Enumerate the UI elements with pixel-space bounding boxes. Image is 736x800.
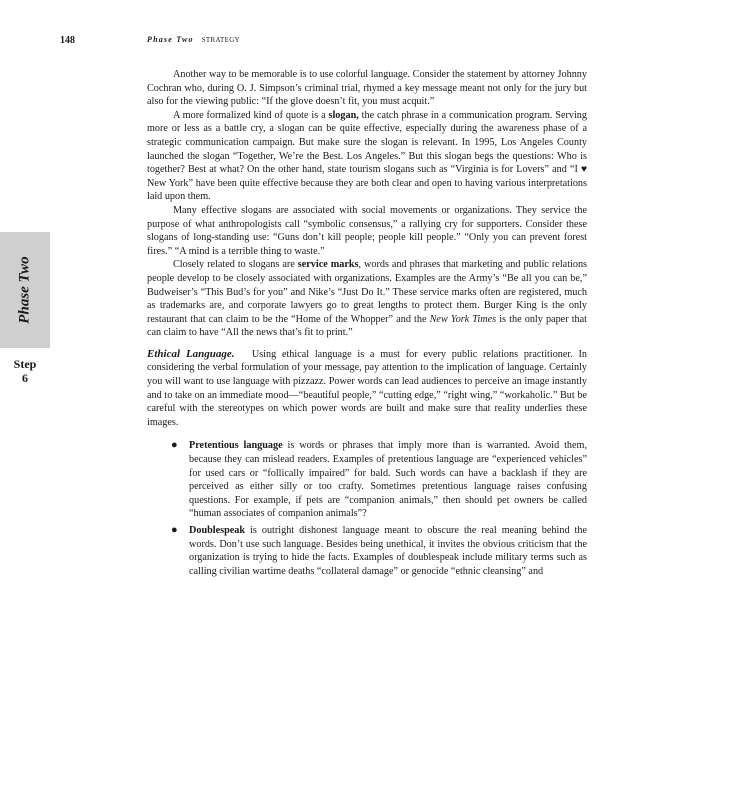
step-label bbox=[0, 357, 50, 385]
paragraph-service-marks-text-1: Closely related to slogans are bbox=[173, 259, 298, 271]
paragraph-ethical-language-text: Using ethical language is a must for every public relations practitioner. In considering the verbal formulation of your message, pay attention to the implication of language. Certainly you will want to use language with pizzazz. Power words can lead audiences to perceive an image instantly and to take on an immediate mood—“beautiful people,” “cutting edge,” “right wing,” “workaholic.” But be careful with the stereotypes on which power words are built and make sure that reality underlies these images. bbox=[147, 348, 588, 428]
term-pretentious-language: Pretentious language bbox=[189, 440, 283, 452]
paragraph-colorful-language: Another way to be memorable is to use colorful language. Consider the statement by attorney Johnny Cochran who, during O. J. Simpson’s criminal trial, rhymed a key message meant not only for the jury but also for the viewing public: “If the glove doesn’t fit, you must acquit.” bbox=[147, 69, 587, 108]
bullet-icon: ● bbox=[171, 439, 178, 452]
paragraph-social-slogans: Many effective slogans are associated with social movements or organizations. They service the purpose of what anthropologists call “symbolic consensus,” a rallying cry for supporters. Consider these slogans of long-standing use: “Guns don’t kill people; people kill people.” “Only you can prevent forest fires.” “A mind is a terrible thing to waste.” bbox=[147, 204, 587, 257]
running-head bbox=[147, 35, 240, 44]
running-head-section: STRATEGY bbox=[201, 36, 240, 44]
paragraph-ethical-language bbox=[147, 348, 587, 430]
paragraph-service-marks bbox=[147, 258, 587, 340]
paragraph-service-marks-text-2: , words and phrases that marketing and public relations people develop to be closely associated with organizations. Examples are the Army’s “Be all you can be,” Budweiser’s “This Bud’s for you” and Nike’s “Just Do It.” These service marks often are registered, much as trademarks are, and corporate lawyers go to great lengths to protect them. Burger King is the only restaurant that can claim to be the “Home of the Whopper” and the bbox=[147, 259, 588, 325]
running-head-part: Phase Two bbox=[147, 35, 194, 44]
subheading-ethical-language: Ethical Language. bbox=[147, 347, 235, 360]
term-doublespeak: Doublespeak bbox=[189, 525, 246, 536]
italic-new-york-times: New York Times bbox=[429, 313, 497, 325]
bullet-text: is words or phrases that imply more than is warranted. Avoid them, because they can mislead readers. Examples of pretentious language are “experienced vehicles” for used cars or “follically impaired” for bald. Such words can have a backlash if they are perceived as either silly or too crafty. Sometimes pretentious language raises confusing questions. For example, if pets are “companion animals,” then should pet owners be called “human associates of companion animals”? bbox=[189, 440, 588, 520]
paragraph-slogan-text-2: the catch phrase in a communication program. Serving more or less as a battle cry, a slogan can be quite effective, especially during the awareness phase of a strategic communication campaign. But make sure the slogan is relevant. In 1995, Los Angeles County launched the slogan “Together, We’re the Best. Los Angeles.” But this slogan begs the questions: Who is together? Best at what? On the other hand, state tourism slogans such as “Virginia is for Lovers” and “I bbox=[147, 109, 587, 176]
list-item bbox=[171, 439, 588, 521]
heart-icon: ♥ bbox=[580, 164, 587, 176]
paragraph-slogan-text-1: A more formalized kind of quote is a bbox=[173, 109, 329, 121]
page-number: 148 bbox=[60, 35, 75, 46]
step-word: Step bbox=[13, 357, 37, 371]
term-service-marks: service marks bbox=[297, 259, 359, 271]
phase-side-tab bbox=[0, 232, 50, 348]
page-body bbox=[147, 68, 587, 581]
paragraph-slogan-text-3: New York” have been quite effective because they are both clear and open to having various interpretations laid upon them. bbox=[147, 177, 587, 203]
bullet-icon: ● bbox=[171, 524, 178, 536]
list-item bbox=[171, 524, 587, 578]
paragraph-slogan bbox=[147, 109, 587, 204]
phase-side-tab-label: Phase Two bbox=[16, 256, 33, 324]
step-number: 6 bbox=[22, 371, 28, 385]
paragraph-service-marks-text-3: is the only paper that can claim to have “All the news that’s fit to print.” bbox=[147, 313, 587, 339]
term-slogan: slogan, bbox=[328, 109, 359, 121]
bullet-list bbox=[147, 439, 587, 578]
bullet-text: is outright dishonest language meant to obscure the real meaning behind the words. Don’t use such language. Besides being unethical, it invites the obvious criticism that the organization is trying to hide the facts. Examples of doublespeak include military terms such as calling civilian wartime deaths “collateral damage” or genocide “ethnic cleansing” and bbox=[189, 525, 587, 577]
